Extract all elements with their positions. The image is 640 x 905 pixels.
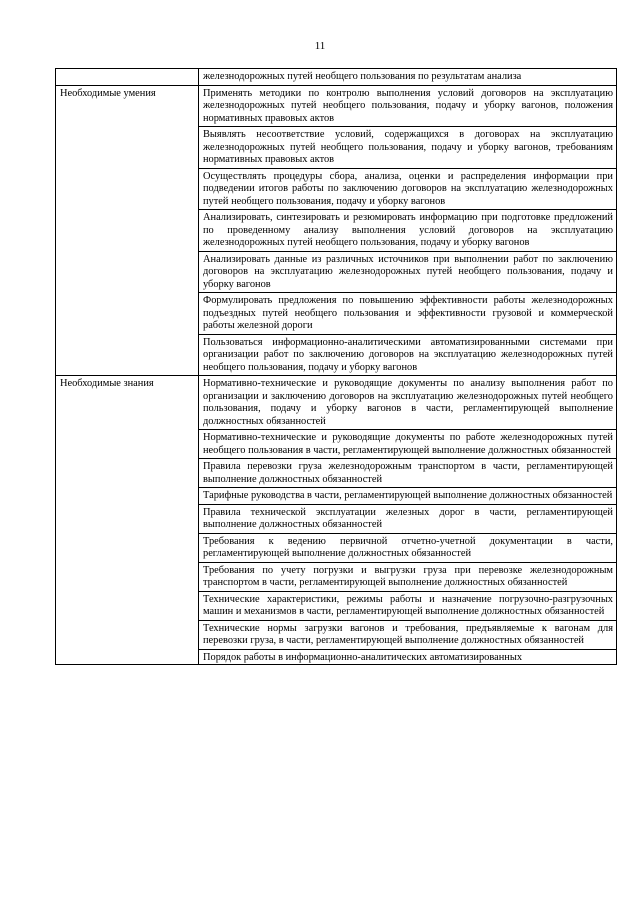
- skill-item: Применять методики по контролю выполнения условий договоров на эксплуатацию железнодорожных путей необщего пользования, подачу и уборку вагонов, положения нормативных правовых актов: [199, 85, 617, 127]
- skills-label: Необходимые умения: [56, 85, 199, 376]
- row-label-empty: [56, 69, 199, 86]
- table-row: [56, 69, 617, 86]
- knowledge-item: Порядок работы в информационно-аналитических автоматизированных: [199, 649, 617, 665]
- knowledge-item: Требования по учету погрузки и выгрузки груза при перевозке железнодорожным транспортом в части, регламентирующей выполнение должностных обязанностей: [199, 562, 617, 591]
- knowledge-item: Правила перевозки груза железнодорожным транспортом в части, регламентирующей выполнение должностных обязанностей: [199, 459, 617, 488]
- skill-item: Выявлять несоответствие условий, содержащихся в договорах на эксплуатацию железнодорожных путей необщего пользования, подачу и уборку вагонов, требованиям нормативных правовых актов: [199, 127, 617, 169]
- table-cell: железнодорожных путей необщего пользования по результатам анализа: [199, 69, 617, 86]
- skill-item: Анализировать, синтезировать и резюмировать информацию при подготовке предложений по проведенному анализу выполнения условий договоров на эксплуатацию железнодорожных путей необщего пользования, подачу и уборку вагонов: [199, 210, 617, 252]
- competency-table: [55, 68, 617, 665]
- table-row: [56, 376, 617, 430]
- skill-item: Пользоваться информационно-аналитическими автоматизированными системами при организации работ по заключению договоров на эксплуатацию железнодорожных путей необщего пользования, подачу и уборку вагонов: [199, 334, 617, 376]
- skill-item: Осуществлять процедуры сбора, анализа, оценки и распределения информации при подведении итогов работы по заключению договоров на эксплуатацию железнодорожных путей необщего пользования, подачу и уборку вагонов: [199, 168, 617, 210]
- knowledge-item: Правила технической эксплуатации железных дорог в части, регламентирующей выполнение должностных обязанностей: [199, 504, 617, 533]
- knowledge-item: Технические нормы загрузки вагонов и требования, предъявляемые к вагонам для перевозки груза, в части, регламентирующей выполнение должностных обязанностей: [199, 620, 617, 649]
- knowledge-label: Необходимые знания: [56, 376, 199, 665]
- skill-item: Анализировать данные из различных источников при выполнении работ по заключению договоров на эксплуатацию железнодорожных путей необщего пользования, подачу и уборку вагонов: [199, 251, 617, 293]
- table-row: [56, 85, 617, 127]
- knowledge-item: Нормативно-технические и руководящие документы по работе железнодорожных путей необщего пользования в части, регламентирующей выполнение должностных обязанностей: [199, 430, 617, 459]
- page-number: 11: [314, 40, 326, 52]
- knowledge-item: Технические характеристики, режимы работы и назначение погрузочно-разгрузочных машин и механизмов в части, регламентирующей выполнение должностных обязанностей: [199, 591, 617, 620]
- skill-item: Формулировать предложения по повышению эффективности работы железнодорожных подъездных путей необщего пользования и эффективности грузовой и коммерческой работы железной дороги: [199, 293, 617, 335]
- knowledge-item: Требования к ведению первичной отчетно-учетной документации в части, регламентирующей выполнение должностных обязанностей: [199, 533, 617, 562]
- knowledge-item: Тарифные руководства в части, регламентирующей выполнение должностных обязанностей: [199, 488, 617, 505]
- knowledge-item: Нормативно-технические и руководящие документы по анализу выполнения работ по организации и заключению договоров на эксплуатацию железнодорожных путей необщего пользования, подачу и уборку вагонов в части, регламентирующей выполнение должностных обязанностей: [199, 376, 617, 430]
